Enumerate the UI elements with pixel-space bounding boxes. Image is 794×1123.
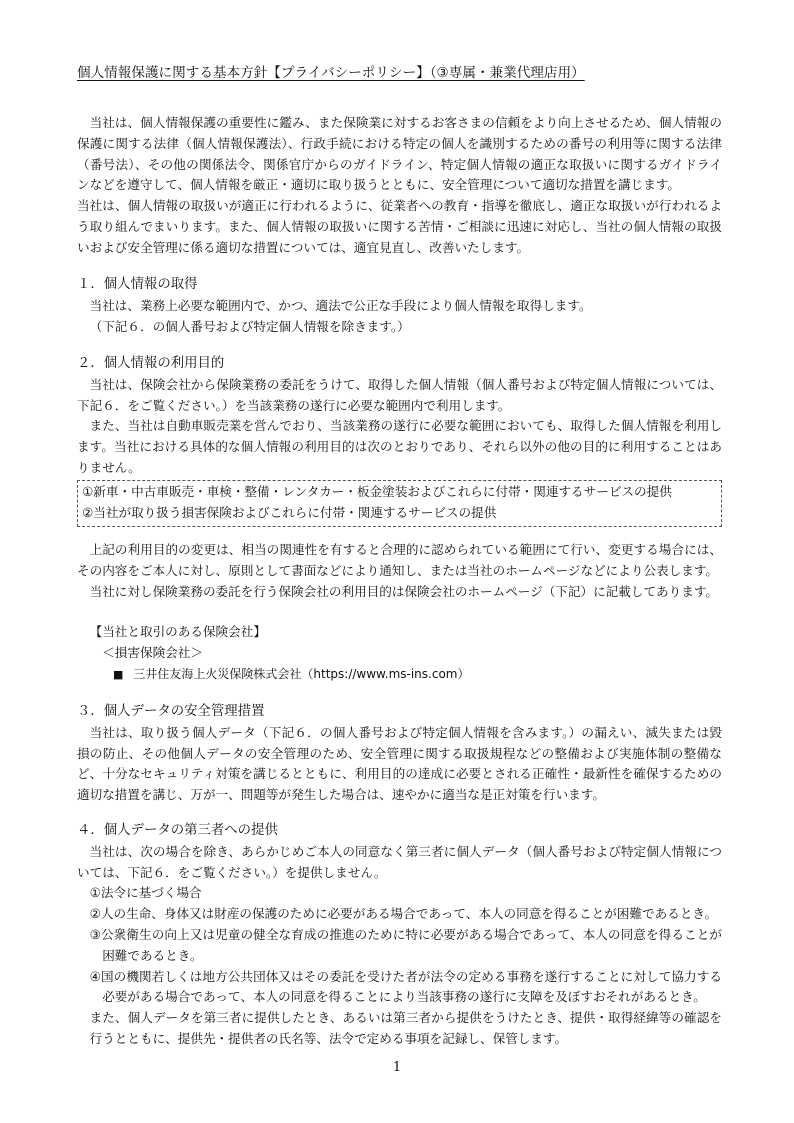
intro-section	[77, 113, 722, 259]
section-3	[77, 702, 722, 806]
intro-paragraph-2: 当社は、個人情報の取扱いが適正に行われるように、従業者への教育・指導を徹底し、適正な取扱いが行われるよう取り組んでまいります。また、個人情報の取扱いに関する苦情・ご相談に迅速に対応し、当社の個人情報の取扱いおよび安全管理に係る適切な措置については、適宜見直し、改善いたします。	[77, 198, 722, 255]
section-4-item-1: ①法令に基づく場合	[89, 885, 202, 901]
purpose-box	[77, 480, 722, 528]
page-title: 個人情報保護に関する基本方針【プライバシーポリシー】（③専属・兼業代理店用）	[77, 65, 585, 81]
section-4	[77, 821, 722, 1050]
company-name: 三井住友海上火災保険株式会社（https://www.ms-ins.com）	[133, 666, 470, 681]
section-4-item-4: ④国の機関若しくは地方公共団体又はその委託を受けた者が法令の定める事務を遂行することに対して協力する必要がある場合であって、本人の同意を得ることにより当該事務の遂行に支障を及ぼすおそれがあるとき。	[89, 968, 722, 1005]
company-list-subheading: ＜損害保険会社＞	[102, 644, 203, 660]
section-4-paragraph-2: また、個人データを第三者に提供したとき、あるいは第三者から提供をうけたとき、提供・取得経緯等の確認を行うとともに、提供先・提供者の氏名等、法令で定める事項を記録し、保管します。	[89, 1010, 722, 1046]
section-3-paragraph-1: 当社は、取り扱う個人データ（下記６．の個人番号および特定個人情報を含みます。）の漏えい、滅失または毀損の防止、その他個人データの安全管理のため、安全管理に関する取扱規程などの整備および実施体制の整備など、十分なセキュリティ対策を講じるとともに、利用目的の達成に必要とされる正確性・最新性を確保するための適切な措置を講じ、万が一、問題等が発生した場合は、速やかに適当な是正対策を行います。	[77, 724, 722, 803]
section-4-item-3: ③公衆衛生の向上又は児童の健全な育成の推進のために特に必要がある場合であって、本人の同意を得ることが困難であるとき。	[89, 926, 722, 963]
section-4-item-2: ②人の生命、身体又は財産の保護のために必要がある場合であって、本人の同意を得ることが困難であるとき。	[89, 906, 718, 922]
section-1-paragraph-2: （下記６．の個人番号および特定個人情報を除きます。）	[89, 318, 410, 334]
section-2-paragraph-4: 当社に対し保険業務の委託を行う保険会社の利用目的は保険会社のホームページ（下記）に記載してあります。	[89, 583, 719, 599]
insurance-company-list	[77, 622, 722, 685]
section-4-paragraph-1: 当社は、次の場合を除き、あらかじめご本人の同意なく第三者に個人データ（個人番号および特定個人情報については、下記６．をご覧ください。）を提供しません。	[77, 843, 722, 880]
section-2	[77, 354, 722, 527]
section-2-heading: ２．個人情報の利用目的	[77, 356, 225, 371]
purpose-item-1: ①新車・中古車販売・車検・整備・レンタカー・板金塗装およびこれらに付帯・関連するサービスの提供	[82, 483, 672, 499]
section-2-paragraph-2: また、当社は自動車販売業を営んでおり、当該業務の遂行に必要な範囲においても、取得した個人情報を利用します。当社における具体的な個人情報の利用目的は次のとおりであり、それら以外の他の目的に利用することはありません。	[77, 418, 722, 475]
company-list-item	[77, 664, 722, 686]
section-2-continued	[77, 540, 722, 602]
section-4-heading: ４．個人データの第三者への提供	[77, 823, 278, 838]
section-1	[77, 275, 722, 337]
section-2-paragraph-3: 上記の利用目的の変更は、相当の関連性を有すると合理的に認められている範囲にて行い、変更する場合には、その内容をご本人に対し、原則として書面などにより通知し、または当社のホームページなどにより公表します。	[77, 542, 722, 578]
purpose-item-2: ②当社が取り扱う損害保険およびこれらに付帯・関連するサービスの提供	[82, 504, 497, 520]
section-1-paragraph-1: 当社は、業務上必要な範囲内で、かつ、適法で公正な手段により個人情報を取得します。	[89, 297, 592, 313]
section-1-heading: １．個人情報の取得	[77, 277, 198, 292]
square-bullet-icon: ■	[113, 667, 124, 681]
section-2-paragraph-1: 当社は、保険会社から保険業務の委託をうけて、取得した個人情報（個人番号および特定個人情報については、下記６．をご覧ください。）を当該業務の遂行に必要な範囲内で利用します。	[77, 376, 722, 413]
section-3-heading: ３．個人データの安全管理措置	[77, 704, 265, 719]
company-list-heading: 【当社と取引のある保険会社】	[89, 624, 266, 639]
intro-paragraph-1: 当社は、個人情報保護の重要性に鑑み、また保険業に対するお客さまの信頼をより向上させるため、個人情報の保護に関する法律（個人情報保護法）、行政手続における特定の個人を識別するための番号の利用等に関する法律（番号法）、その他の関係法令、関係官庁からのガイドライン、特定個人情報の適正な取扱いに関するガイドラインなどを遵守して、個人情報を厳正・適切に取り扱うとともに、安全管理について適切な措置を講じます。	[77, 115, 722, 193]
page-number: 1	[392, 1060, 402, 1075]
